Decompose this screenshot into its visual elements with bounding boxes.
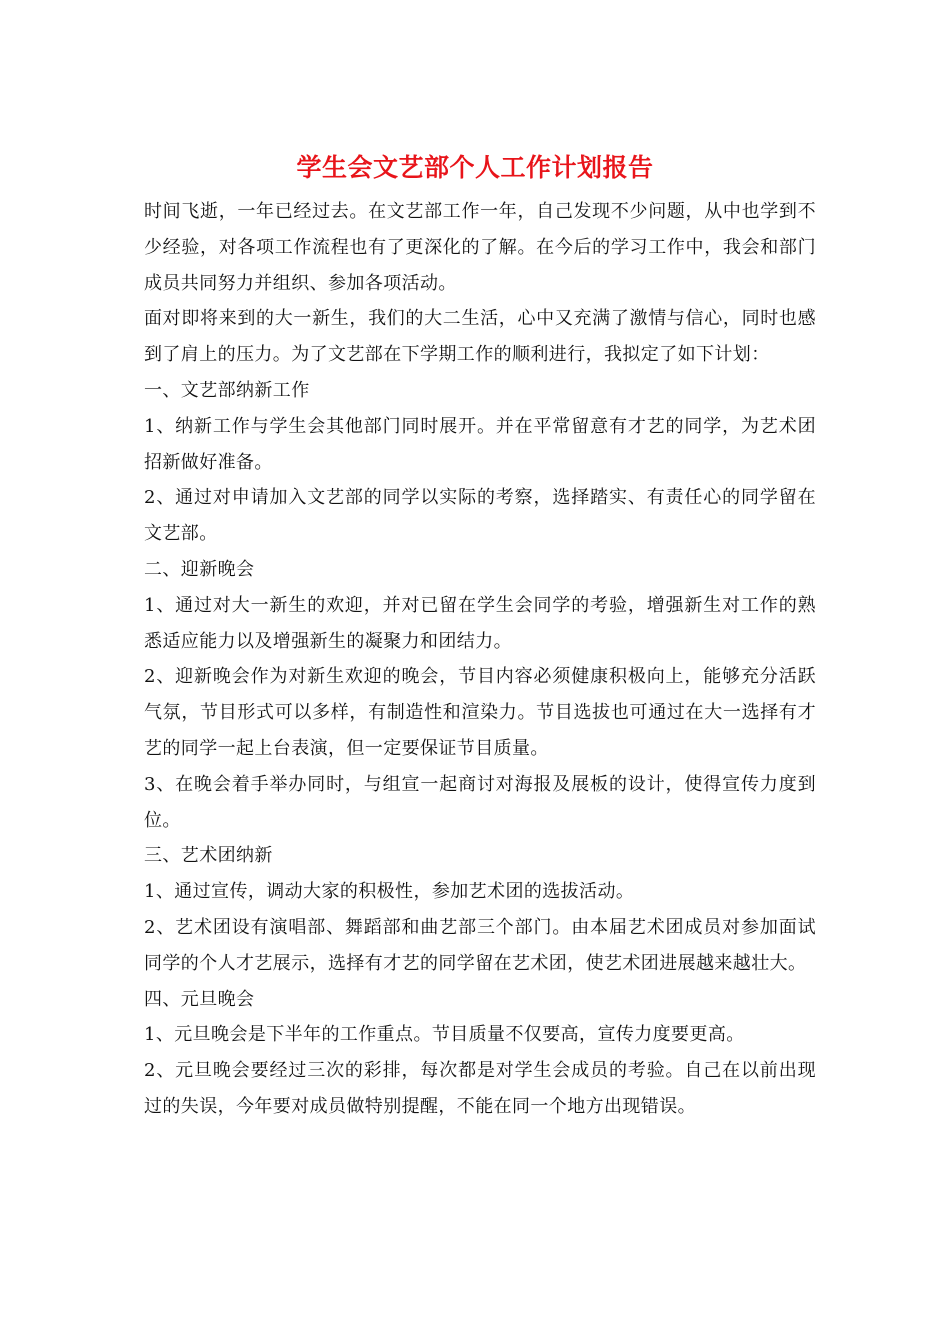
list-item: 3、在晚会着手举办同时，与组宣一起商讨对海报及展板的设计，使得宣传力度到位。 [144,773,816,831]
list-item: 1、纳新工作与学生会其他部门同时展开。并在平常留意有才艺的同学，为艺术团招新做好准备。 [144,415,816,473]
paragraph-intro: 时间飞逝，一年已经过去。在文艺部工作一年，自己发现不少问题，从中也学到不少经验，对各项工作流程也有了更深化的了解。在今后的学习工作中，我会和部门成员共同努力并组织、参加各项活动。 [144,201,816,294]
list-item: 1、元旦晚会是下半年的工作重点。节目质量不仅要高，宣传力度要更高。 [144,1024,745,1046]
list-item: 2、通过对申请加入文艺部的同学以实际的考察，选择踏实、有责任心的同学留在文艺部。 [144,487,816,545]
list-item: 2、迎新晚会作为对新生欢迎的晚会，节目内容必须健康积极向上，能够充分活跃气氛，节目形式可以多样，有制造性和渲染力。节目选拔也可通过在大一选择有才艺的同学一起上台表演，但一定要保证节目质量。 [144,666,816,759]
section-heading-welcome-party: 二、迎新晚会 [144,558,255,580]
list-item: 2、艺术团设有演唱部、舞蹈部和曲艺部三个部门。由本届艺术团成员对参加面试同学的个人才艺展示，选择有才艺的同学留在艺术团，使艺术团进展越来越壮大。 [144,916,816,974]
list-item: 2、元旦晚会要经过三次的彩排，每次都是对学生会成员的考验。自己在以前出现过的失误，今年要对成员做特别提醒，不能在同一个地方出现错误。 [144,1060,816,1117]
document-body [144,194,816,1125]
section-heading-recruitment: 一、文艺部纳新工作 [144,379,310,401]
list-item: 1、通过宣传，调动大家的积极性，参加艺术团的选拔活动。 [144,881,635,903]
section-heading-new-year-gala: 四、元旦晚会 [144,988,255,1010]
document-title: 学生会文艺部个人工作计划报告 [296,153,654,182]
section-heading-art-troupe: 三、艺术团纳新 [144,845,273,867]
list-item: 1、通过对大一新生的欢迎，并对已留在学生会同学的考验，增强新生对工作的熟悉适应能力以及增强新生的凝聚力和团结力。 [144,594,816,652]
paragraph-outlook: 面对即将来到的大一新生，我们的大二生活，心中又充满了激情与信心，同时也感到了肩上的压力。为了文艺部在下学期工作的顺利进行，我拟定了如下计划： [144,308,816,366]
